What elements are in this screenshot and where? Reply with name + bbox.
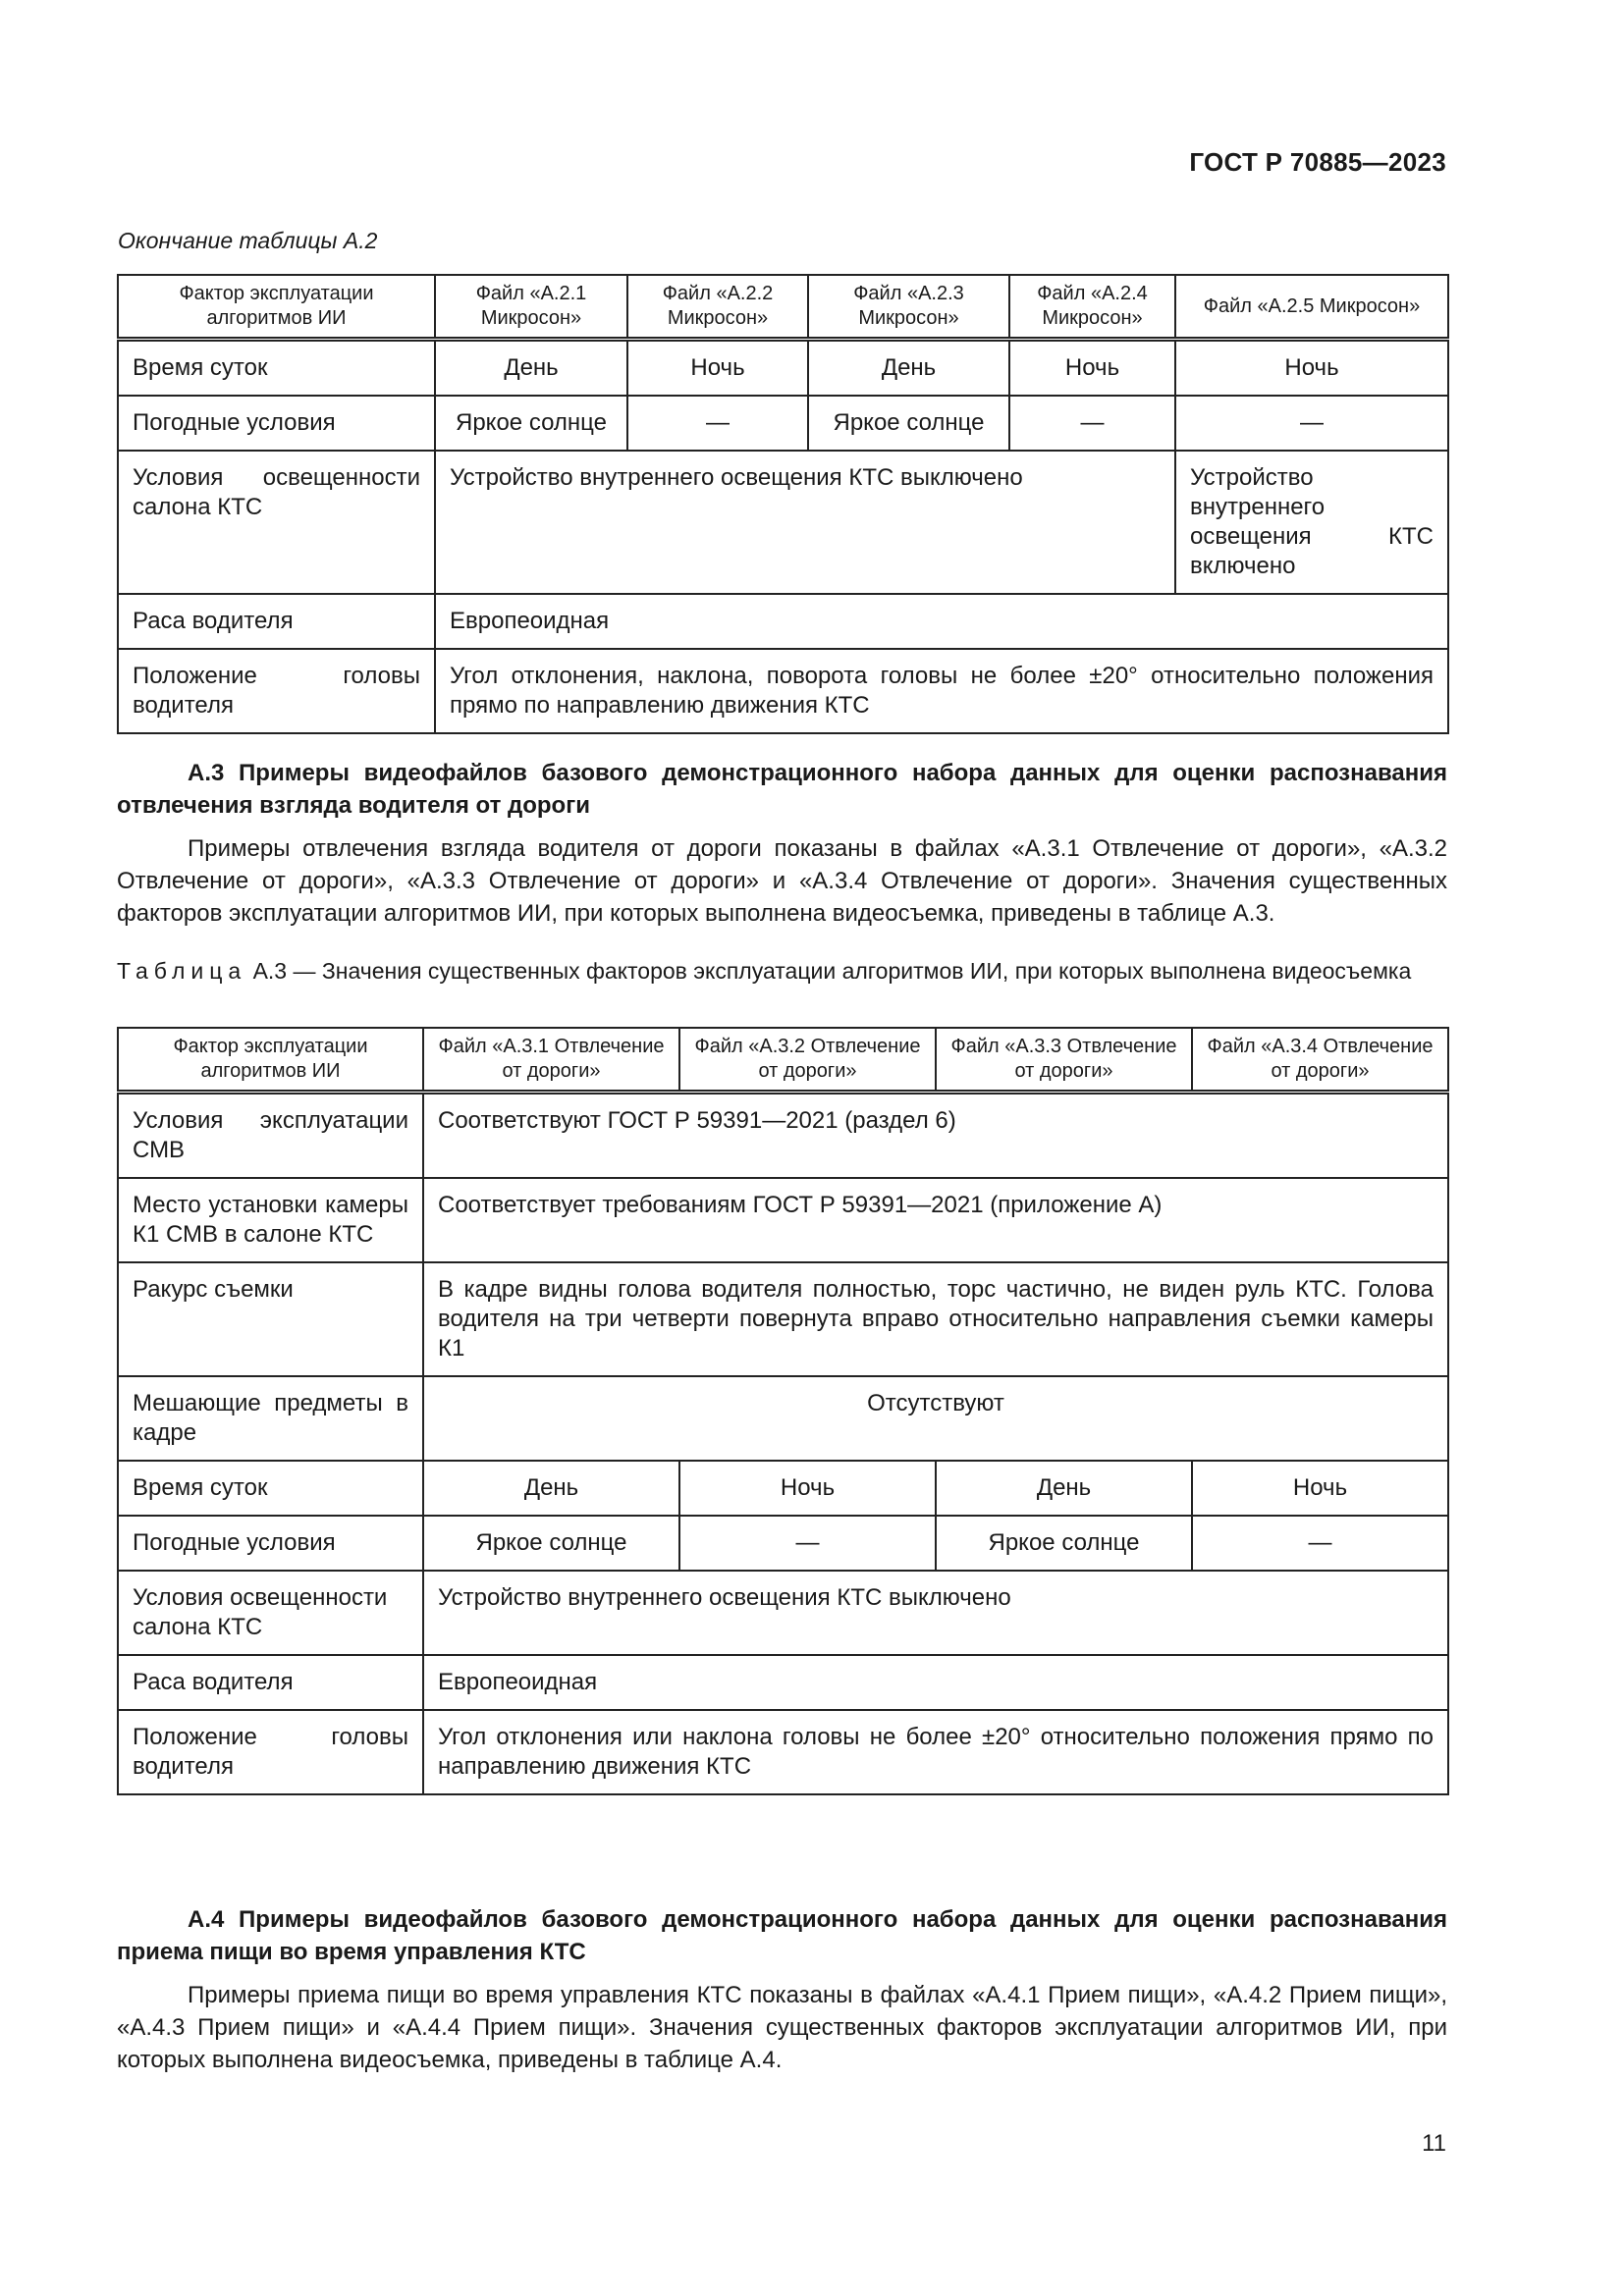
table-cell: — [1192,1516,1448,1571]
table-cell: Ночь [1009,340,1175,397]
table-cell: Яркое солнце [936,1516,1192,1571]
table-cell: Устройство внутреннего освещения КТС выключено [435,451,1175,594]
row-label: Погодные условия [118,1516,423,1571]
row-label: Ракурс съемки [118,1262,423,1376]
table-cell: Ночь [1175,340,1448,397]
row-label: Условия эксплуатации СМВ [118,1093,423,1179]
row-label: Положение головы водителя [118,649,435,733]
table-cell: День [936,1461,1192,1516]
table-row [118,1710,1448,1794]
column-header: Файл «А.2.5 Микросон» [1175,275,1448,340]
row-label: Время суток [118,340,435,397]
column-header: Файл «А.2.2 Микросон» [627,275,808,340]
table-cell: Устройство внутреннего освещения КТС выключено [423,1571,1448,1655]
table-cell: Ночь [1192,1461,1448,1516]
table-row [118,1461,1448,1516]
table-cell: Европеоидная [423,1655,1448,1710]
row-label: Условия освещенности салона КТС [118,451,435,594]
table-cell: Устройство внутреннего освещения КТС включено [1175,451,1448,594]
row-label: Положение головы водителя [118,1710,423,1794]
table-a3 [117,1027,1449,1795]
row-label: Раса водителя [118,594,435,649]
table-cell: — [1175,396,1448,451]
row-label: Раса водителя [118,1655,423,1710]
table-row [118,1655,1448,1710]
column-header: Файл «А.2.3 Микросон» [808,275,1009,340]
table-cell: Соответствует требованиям ГОСТ Р 59391—2021 (приложение А) [423,1178,1448,1262]
table-row [118,1571,1448,1655]
table-row [118,340,1448,397]
table-cell: Яркое солнце [423,1516,679,1571]
document-id-header: ГОСТ Р 70885—2023 [1189,147,1446,177]
column-header: Файл «А.2.4 Микросон» [1009,275,1175,340]
table-header-row [118,1028,1448,1093]
column-header: Файл «А.3.4 Отвлечение от дороги» [1192,1028,1448,1093]
table-cell: В кадре видны голова водителя полностью, торс частично, не виден руль КТС. Голова водителя на три четверти повернута вправо относительно направления съемки камеры К1 [423,1262,1448,1376]
section-a3-heading: А.3 Примеры видеофайлов базового демонстрационного набора данных для оценки распознавания отвлечения взгляда водителя от дороги [117,760,1447,819]
table-caption-label: Таблица [117,958,247,984]
page-number: 11 [1422,2130,1446,2157]
table-header-row [118,275,1448,340]
column-header: Фактор эксплуатации алгоритмов ИИ [118,1028,423,1093]
table-cell: — [1009,396,1175,451]
table-cell: Соответствуют ГОСТ Р 59391—2021 (раздел 6) [423,1093,1448,1179]
table-cell: — [679,1516,936,1571]
table-a3-caption [117,957,1447,985]
row-label: Время суток [118,1461,423,1516]
table-cell: Европеоидная [435,594,1448,649]
row-label: Место установки камеры К1 СМВ в салоне КТС [118,1178,423,1262]
table-cell: Ночь [627,340,808,397]
column-header: Файл «А.2.1 Микросон» [435,275,627,340]
table-cell: — [627,396,808,451]
table-row [118,594,1448,649]
row-label: Мешающие предметы в кадре [118,1376,423,1461]
table-cell: Яркое солнце [435,396,627,451]
table-row [118,1178,1448,1262]
table-row [118,1376,1448,1461]
column-header: Файл «А.3.3 Отвлечение от дороги» [936,1028,1192,1093]
table-cell: День [808,340,1009,397]
section-a3-paragraph: Примеры отвлечения взгляда водителя от дороги показаны в файлах «А.3.1 Отвлечение от дороги», «А.3.2 Отвлечение от дороги», «А.3.3 Отвлечение от дороги» и «А.3.4 Отвлечение от дороги». Значения существенных факторов эксплуатации алгоритмов ИИ, при которых выполнена видеосъемка, приведены в таблице А.3. [117,835,1447,927]
table-row [118,1262,1448,1376]
row-label: Погодные условия [118,396,435,451]
table-row [118,1516,1448,1571]
table-cell: Угол отклонения или наклона головы не более ±20° относительно положения прямо по направлению движения КТС [423,1710,1448,1794]
table-cell: Угол отклонения, наклона, поворота головы не более ±20° относительно положения прямо по направлению движения КТС [435,649,1448,733]
section-a4-heading: А.4 Примеры видеофайлов базового демонстрационного набора данных для оценки распознавания приема пищи во время управления КТС [117,1906,1447,1965]
table-cell: День [423,1461,679,1516]
table-cell: Яркое солнце [808,396,1009,451]
table-a2-continuation-caption: Окончание таблицы А.2 [118,228,378,253]
table-row [118,649,1448,733]
column-header: Файл «А.3.1 Отвлечение от дороги» [423,1028,679,1093]
table-cell: Ночь [679,1461,936,1516]
table-row [118,1093,1448,1179]
table-row [118,451,1448,594]
column-header: Фактор эксплуатации алгоритмов ИИ [118,275,435,340]
section-a4-paragraph: Примеры приема пищи во время управления КТС показаны в файлах «А.4.1 Прием пищи», «А.4.2 Прием пищи», «А.4.3 Прием пищи» и «А.4.4 Прием пищи». Значения существенных факторов эксплуатации алгоритмов ИИ, при которых выполнена видеосъемка, приведены в таблице А.4. [117,1982,1447,2073]
table-a2 [117,274,1449,734]
table-row [118,396,1448,451]
table-caption-text: А.3 — Значения существенных факторов эксплуатации алгоритмов ИИ, при которых выполнена видеосъемка [252,958,1412,984]
table-cell: Отсутствуют [423,1376,1448,1461]
table-cell: День [435,340,627,397]
row-label: Условия освещенности салона КТС [118,1571,423,1655]
column-header: Файл «А.3.2 Отвлечение от дороги» [679,1028,936,1093]
